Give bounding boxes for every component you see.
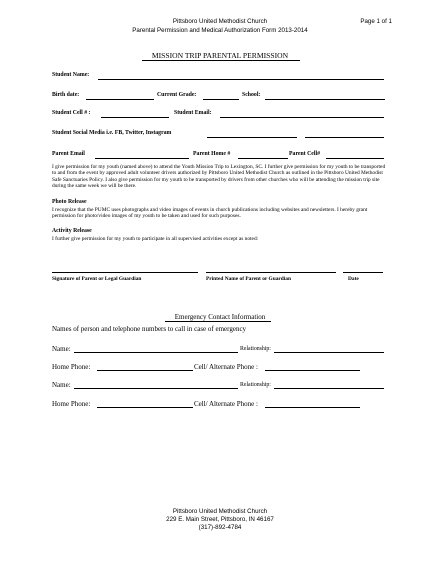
current-grade-label: Current Grade: xyxy=(157,92,197,98)
photo-release-heading: Photo Release xyxy=(52,199,87,205)
birth-date-label: Birth date: xyxy=(52,92,80,98)
printed-name-field[interactable] xyxy=(206,272,336,273)
student-cell-label: Student Cell # : xyxy=(52,110,91,116)
contact2-home-field[interactable] xyxy=(97,407,193,408)
contact2-cell-field[interactable] xyxy=(265,407,360,408)
student-cell-field[interactable] xyxy=(101,117,169,118)
photo-release-text: I recognize that the PUMC uses photographs and video images of events in church publications including websites and newsletters. I hereby grant permission for photo/video images of my youth to be taken and used for such purposes. xyxy=(52,207,368,220)
signature-field[interactable] xyxy=(52,272,198,273)
contact1-name-label: Name: xyxy=(52,345,71,353)
printed-name-label: Printed Name of Parent or Guardian xyxy=(206,276,291,282)
parent-email-label: Parent Email xyxy=(52,151,85,157)
permission-text: I give permission for my youth (named above) to attend the Youth Mission Trip to Lexington, SC. I further give permission for my youth to be transported to and from the event by approved adult volunteer drivers authorized by Pittsboro United Methodist Church as outlined in the Pittsboro United Methodist Safe Sanctuaries Policy. I also give permission for my youth to be transported by drivers from other churches who will be attending the mission trip site during the same week we will be there. xyxy=(52,164,386,190)
emergency-title: Emergency Contact Information xyxy=(174,313,266,321)
student-name-label: Student Name: xyxy=(52,72,90,78)
contact1-name-field[interactable] xyxy=(74,352,238,353)
parent-home-label: Parent Home # xyxy=(193,151,231,157)
contact1-home-field[interactable] xyxy=(97,370,193,371)
student-email-field[interactable] xyxy=(220,117,384,118)
birth-date-field[interactable] xyxy=(86,99,154,100)
footer-address: 229 E. Main Street, Pittsboro, IN 46167 xyxy=(166,516,274,523)
contact1-cell-label: Cell/ Alternate Phone : xyxy=(194,363,258,371)
social-media-field-1[interactable] xyxy=(207,137,297,138)
school-field[interactable] xyxy=(265,99,385,100)
parent-email-field[interactable] xyxy=(95,158,189,159)
contact2-relationship-label: Relationship: xyxy=(240,382,271,388)
contact1-relationship-field[interactable] xyxy=(274,352,384,353)
activity-release-heading: Activity Release xyxy=(52,228,92,234)
header-church: Pittsboro United Methodist Church xyxy=(172,18,268,25)
contact2-relationship-field[interactable] xyxy=(274,388,384,389)
page-indicator: Page 1 of 1 xyxy=(360,18,392,25)
emergency-title-underline xyxy=(165,321,271,322)
contact2-name-label: Name: xyxy=(52,381,71,389)
current-grade-field[interactable] xyxy=(203,99,239,100)
contact1-relationship-label: Relationship: xyxy=(240,346,271,352)
date-field[interactable] xyxy=(343,272,383,273)
contact1-home-label: Home Phone: xyxy=(52,363,91,371)
contact1-cell-field[interactable] xyxy=(265,370,360,371)
parent-cell-field[interactable] xyxy=(326,158,384,159)
footer-church: Pittsboro United Methodist Church xyxy=(172,508,268,515)
activity-release-text: I further give permission for my youth to participate in all supervised activities except as noted: xyxy=(52,236,259,242)
student-email-label: Student Email: xyxy=(174,110,212,116)
form-title: MISSION TRIP PARENTAL PERMISSION xyxy=(151,51,289,60)
parent-cell-label: Parent Cell# xyxy=(289,151,320,157)
signature-label: Signature of Parent or Legal Guardian xyxy=(52,276,142,282)
parent-home-field[interactable] xyxy=(238,158,288,159)
header-form-name: Parental Permission and Medical Authorization Form 2013-2014 xyxy=(132,27,308,34)
social-media-label: Student Social Media i.e. FB, Twitter, Instagram xyxy=(52,130,172,136)
contact2-cell-label: Cell/ Alternate Phone : xyxy=(194,400,258,408)
footer-phone: (317)-892-4784 xyxy=(198,524,242,531)
social-media-field-2[interactable] xyxy=(305,137,384,138)
contact2-name-field[interactable] xyxy=(74,388,238,389)
contact2-home-label: Home Phone: xyxy=(52,400,91,408)
title-underline xyxy=(142,60,300,61)
school-label: School: xyxy=(242,92,261,98)
date-label: Date xyxy=(348,276,359,282)
student-name-field[interactable] xyxy=(98,79,384,80)
emergency-subtitle: Names of person and telephone numbers to call in case of emergency xyxy=(52,325,247,333)
